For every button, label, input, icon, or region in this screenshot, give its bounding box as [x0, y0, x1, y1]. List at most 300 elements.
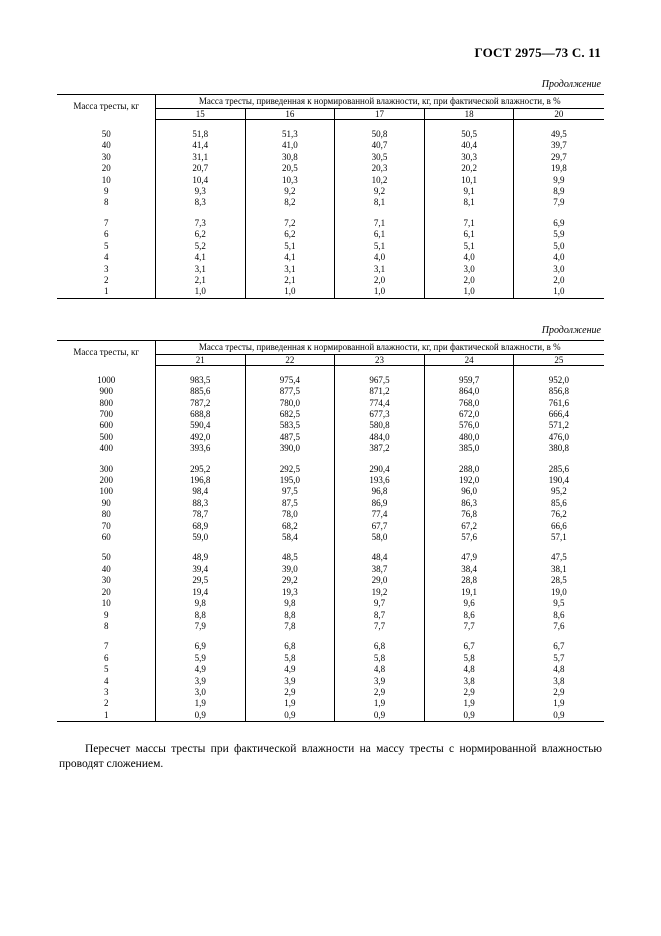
cell: 50,8: [335, 129, 425, 140]
table-2-group-gap-2: [57, 543, 603, 552]
table-2-gap-top: [57, 365, 603, 375]
cell: 8,6: [424, 610, 514, 621]
cell: 1,0: [245, 286, 335, 297]
row-label: 400: [57, 443, 155, 454]
cell: 1,0: [155, 286, 245, 297]
table-2-col-22: 22: [245, 354, 335, 365]
cell: 2,9: [553, 686, 565, 697]
continuation-label-2: Продолжение: [541, 324, 601, 336]
cell: 4,8: [424, 664, 514, 675]
cell: 48,9: [155, 552, 245, 563]
cell: 590,4: [155, 420, 245, 431]
cell: 30,5: [335, 152, 425, 163]
cell: 77,4: [335, 509, 425, 520]
cell: 9,9: [553, 174, 565, 185]
cell: 51,3: [245, 129, 335, 140]
table-row: [57, 564, 603, 575]
cell: 4,0: [335, 252, 425, 263]
cell: 7,1: [424, 218, 514, 229]
row-label: 40: [57, 140, 155, 151]
cell: 6,1: [335, 229, 425, 240]
cell: 885,6: [155, 386, 245, 397]
cell: 87,5: [245, 498, 335, 509]
cell: 3,0: [155, 687, 245, 698]
row-label: 50: [57, 129, 155, 140]
cell: 78,0: [245, 509, 335, 520]
table-row: [57, 443, 603, 454]
cell: 7,9: [553, 197, 565, 208]
cell: 385,0: [424, 443, 514, 454]
table-row: [57, 186, 603, 197]
row-label: 90: [57, 498, 155, 509]
cell: 49,5: [551, 129, 567, 140]
table-row: [57, 229, 603, 240]
table-row: [57, 152, 603, 163]
cell: 5,1: [424, 241, 514, 252]
row-label: 6: [57, 653, 155, 664]
humidity-table-2: [57, 340, 603, 722]
cell: 1,0: [553, 286, 565, 297]
cell: 29,2: [245, 575, 335, 586]
cell: 8,8: [155, 610, 245, 621]
cell: 983,5: [155, 375, 245, 386]
cell: 5,7: [553, 652, 565, 663]
cell: 5,9: [553, 229, 565, 240]
cell: 10,3: [245, 175, 335, 186]
cell: 292,5: [245, 464, 335, 475]
cell: 192,0: [424, 475, 514, 486]
table-row: [57, 532, 603, 543]
table-row: [57, 409, 603, 420]
cell: 8,6: [553, 609, 565, 620]
cell: 3,9: [245, 676, 335, 687]
row-label: 700: [57, 409, 155, 420]
cell: 780,0: [245, 398, 335, 409]
cell: 390,0: [245, 443, 335, 454]
cell: 677,3: [335, 409, 425, 420]
table-row: [57, 275, 603, 286]
cell: 10,1: [424, 175, 514, 186]
cell: 96,8: [335, 486, 425, 497]
table-2-row-header: Масса тресты, кг: [57, 340, 155, 365]
row-label: 3: [57, 264, 155, 275]
cell: 2,1: [155, 275, 245, 286]
cell: 28,5: [551, 575, 567, 586]
row-label: 3: [57, 687, 155, 698]
row-label: 2: [57, 698, 155, 709]
cell: 5,8: [335, 653, 425, 664]
cell: 288,0: [424, 464, 514, 475]
cell: 68,9: [155, 521, 245, 532]
cell: 1,9: [335, 698, 425, 709]
cell: 5,8: [245, 653, 335, 664]
table-row: [57, 420, 603, 431]
cell: 4,9: [155, 664, 245, 675]
cell: 4,1: [155, 252, 245, 263]
cell: 4,8: [553, 664, 565, 675]
cell: 48,4: [335, 552, 425, 563]
cell: 19,1: [424, 587, 514, 598]
cell: 6,9: [155, 641, 245, 652]
table-1-group-gap: [57, 209, 603, 218]
table-2-span-header: Масса тресты, приведенная к нормированной влажности, кг, при фактической влажности, в %: [155, 340, 603, 354]
row-label: 4: [57, 676, 155, 687]
table-2-group-gap-3: [57, 632, 603, 641]
cell: 76,2: [551, 509, 567, 520]
table-2-wrapper: [57, 340, 604, 722]
cell: 39,7: [551, 140, 567, 151]
cell: 38,4: [424, 564, 514, 575]
table-row: [57, 509, 603, 520]
table-row: [57, 498, 603, 509]
cell: 67,2: [424, 521, 514, 532]
cell: 8,2: [245, 197, 335, 208]
cell: 393,6: [155, 443, 245, 454]
cell: 3,1: [155, 264, 245, 275]
cell: 2,9: [424, 687, 514, 698]
row-label: 1: [57, 710, 155, 721]
table-2-col-23: 23: [335, 354, 425, 365]
cell: 571,2: [548, 420, 570, 431]
cell: 5,8: [424, 653, 514, 664]
table-row: [57, 710, 603, 721]
cell: 3,8: [553, 675, 565, 686]
cell: 6,8: [335, 641, 425, 652]
cell: 4,9: [245, 664, 335, 675]
cell: 580,8: [335, 420, 425, 431]
table-1-wrapper: [57, 94, 604, 299]
cell: 1,9: [245, 698, 335, 709]
cell: 290,4: [335, 464, 425, 475]
cell: 959,7: [424, 375, 514, 386]
table-row: [57, 140, 603, 151]
cell: 29,5: [155, 575, 245, 586]
table-1-gap-top: [57, 120, 603, 130]
cell: 1,0: [424, 286, 514, 297]
cell: 856,8: [548, 386, 570, 397]
row-label: 800: [57, 398, 155, 409]
table-row: [57, 653, 603, 664]
row-label: 6: [57, 229, 155, 240]
row-label: 70: [57, 521, 155, 532]
table-row: [57, 252, 603, 263]
cell: 682,5: [245, 409, 335, 420]
row-label: 1: [57, 286, 155, 297]
cell: 864,0: [424, 386, 514, 397]
cell: 76,8: [424, 509, 514, 520]
cell: 8,1: [424, 197, 514, 208]
cell: 20,5: [245, 163, 335, 174]
cell: 195,0: [245, 475, 335, 486]
table-row: [57, 398, 603, 409]
cell: 58,0: [335, 532, 425, 543]
cell: 2,1: [245, 275, 335, 286]
cell: 57,1: [551, 532, 567, 543]
continuation-label-1: Продолжение: [541, 79, 601, 90]
cell: 20,7: [155, 163, 245, 174]
cell: 3,1: [245, 264, 335, 275]
cell: 7,8: [245, 621, 335, 632]
cell: 8,1: [335, 197, 425, 208]
table-row: [57, 641, 603, 652]
cell: 4,8: [335, 664, 425, 675]
cell: 952,0: [548, 374, 570, 385]
cell: 50,5: [424, 129, 514, 140]
cell: 492,0: [155, 432, 245, 443]
table-2-group-gap-1: [57, 455, 603, 464]
cell: 68,2: [245, 521, 335, 532]
cell: 48,5: [245, 552, 335, 563]
cell: 29,0: [335, 575, 425, 586]
cell: 476,0: [548, 431, 570, 442]
cell: 2,0: [424, 275, 514, 286]
cell: 6,1: [424, 229, 514, 240]
table-row: [57, 598, 603, 609]
cell: 3,9: [155, 676, 245, 687]
cell: 9,5: [553, 598, 565, 609]
cell: 6,9: [553, 217, 565, 228]
row-label: 7: [57, 218, 155, 229]
cell: 39,4: [155, 564, 245, 575]
cell: 8,7: [335, 610, 425, 621]
table-row: [57, 464, 603, 475]
row-label: 1000: [57, 375, 155, 386]
cell: 9,2: [335, 186, 425, 197]
cell: 98,4: [155, 486, 245, 497]
cell: 4,0: [553, 252, 565, 263]
cell: 29,7: [551, 151, 567, 162]
table-2-col-25: 25: [514, 354, 604, 365]
cell: 19,0: [551, 586, 567, 597]
table-row: [57, 264, 603, 275]
cell: 19,8: [551, 163, 567, 174]
cell: 96,0: [424, 486, 514, 497]
table-row: [57, 475, 603, 486]
cell: 4,1: [245, 252, 335, 263]
cell: 672,0: [424, 409, 514, 420]
cell: 2,0: [335, 275, 425, 286]
table-row: [57, 386, 603, 397]
cell: 40,4: [424, 140, 514, 151]
cell: 3,0: [553, 263, 565, 274]
table-row: [57, 521, 603, 532]
table-1-span-header: Масса тресты, приведенная к нормированной влажности, кг, при фактической влажности, в %: [155, 95, 603, 109]
table-2-col-21: 21: [155, 354, 245, 365]
cell: 95,2: [551, 486, 567, 497]
cell: 9,3: [155, 186, 245, 197]
cell: 41,4: [155, 140, 245, 151]
cell: 41,0: [245, 140, 335, 151]
cell: 967,5: [335, 375, 425, 386]
cell: 3,8: [424, 676, 514, 687]
cell: 66,6: [551, 520, 567, 531]
row-label: 9: [57, 610, 155, 621]
cell: 6,8: [245, 641, 335, 652]
cell: 7,7: [424, 621, 514, 632]
row-label: 900: [57, 386, 155, 397]
cell: 975,4: [245, 375, 335, 386]
cell: 0,9: [424, 710, 514, 721]
cell: 67,7: [335, 521, 425, 532]
cell: 2,9: [245, 687, 335, 698]
table-2-top-rule: [57, 340, 603, 354]
cell: 20,3: [335, 163, 425, 174]
table-row: [57, 610, 603, 621]
table-row: [57, 486, 603, 497]
footer-paragraph-text: Пересчет массы тресты при фактической влажности на массу тресты с нормированной влажностью проводят сложением.: [59, 743, 602, 771]
table-row: [57, 375, 603, 386]
cell: 5,2: [155, 241, 245, 252]
cell: 0,9: [553, 709, 565, 720]
table-row: [57, 587, 603, 598]
cell: 768,0: [424, 398, 514, 409]
cell: 30,3: [424, 152, 514, 163]
cell: 85,6: [551, 497, 567, 508]
cell: 97,5: [245, 486, 335, 497]
row-label: 9: [57, 186, 155, 197]
table-row: [57, 286, 603, 297]
cell: 1,9: [424, 698, 514, 709]
cell: 6,2: [155, 229, 245, 240]
cell: 387,2: [335, 443, 425, 454]
row-label: 200: [57, 475, 155, 486]
table-1-col-15: 15: [155, 109, 245, 120]
cell: 38,7: [335, 564, 425, 575]
cell: 40,7: [335, 140, 425, 151]
cell: 57,6: [424, 532, 514, 543]
cell: 9,7: [335, 598, 425, 609]
cell: 9,1: [424, 186, 514, 197]
row-label: 600: [57, 420, 155, 431]
cell: 47,9: [424, 552, 514, 563]
cell: 10,2: [335, 175, 425, 186]
table-1-top-rule: [57, 95, 603, 109]
row-label: 60: [57, 532, 155, 543]
cell: 484,0: [335, 432, 425, 443]
cell: 7,6: [553, 620, 565, 631]
cell: 78,7: [155, 509, 245, 520]
cell: 666,4: [548, 409, 570, 419]
table-row: [57, 687, 603, 698]
cell: 380,8: [548, 443, 570, 454]
row-label: 50: [57, 552, 155, 563]
table-row: [57, 432, 603, 443]
cell: 295,2: [155, 464, 245, 475]
cell: 1,9: [553, 698, 565, 709]
cell: 6,2: [245, 229, 335, 240]
row-label: 8: [57, 621, 155, 632]
table-row: [57, 129, 603, 140]
cell: 2,9: [335, 687, 425, 698]
cell: 20,2: [424, 163, 514, 174]
cell: 19,2: [335, 587, 425, 598]
cell: 9,2: [245, 186, 335, 197]
table-1-row-header: Масса тресты, кг: [57, 95, 155, 120]
cell: 19,4: [155, 587, 245, 598]
cell: 285,6: [548, 463, 570, 474]
cell: 7,9: [155, 621, 245, 632]
cell: 576,0: [424, 420, 514, 431]
cell: 5,9: [155, 653, 245, 664]
cell: 1,9: [155, 698, 245, 709]
row-label: 30: [57, 575, 155, 586]
table-1-col-18: 18: [424, 109, 514, 120]
row-label: 500: [57, 432, 155, 443]
cell: 196,8: [155, 475, 245, 486]
cell: 38,1: [551, 563, 567, 574]
cell: 86,9: [335, 498, 425, 509]
cell: 787,2: [155, 398, 245, 409]
row-label: 5: [57, 241, 155, 252]
cell: 193,6: [335, 475, 425, 486]
table-row: [57, 621, 603, 632]
cell: 51,8: [155, 129, 245, 140]
cell: 5,1: [335, 241, 425, 252]
cell: 0,9: [155, 710, 245, 721]
table-2-col-24: 24: [424, 354, 514, 365]
cell: 47,5: [551, 552, 567, 563]
table-row: [57, 698, 603, 709]
cell: 9,8: [155, 598, 245, 609]
cell: 688,8: [155, 409, 245, 420]
row-label: 30: [57, 152, 155, 163]
cell: 0,9: [245, 710, 335, 721]
cell: 3,0: [424, 264, 514, 275]
cell: 39,0: [245, 564, 335, 575]
cell: 3,9: [335, 676, 425, 687]
cell: 480,0: [424, 432, 514, 443]
cell: 8,8: [245, 610, 335, 621]
footer-paragraph: [57, 742, 604, 772]
page-header: ГОСТ 2975—73 С. 11: [474, 45, 601, 60]
cell: 28,8: [424, 575, 514, 586]
table-row: [57, 218, 603, 229]
cell: 871,2: [335, 386, 425, 397]
cell: 59,0: [155, 532, 245, 543]
cell: 7,2: [245, 218, 335, 229]
row-label: 7: [57, 641, 155, 652]
row-label: 10: [57, 598, 155, 609]
table-row: [57, 175, 603, 186]
cell: 583,5: [245, 420, 335, 431]
row-label: 10: [57, 175, 155, 186]
table-row: [57, 197, 603, 208]
row-label: 300: [57, 464, 155, 475]
cell: 4,0: [424, 252, 514, 263]
cell: 5,1: [245, 241, 335, 252]
cell: 190,4: [548, 475, 570, 486]
table-1-col-20: 20: [514, 109, 604, 120]
cell: 88,3: [155, 498, 245, 509]
table-2-bottom-rule: [57, 721, 603, 722]
cell: 10,4: [155, 175, 245, 186]
cell: 2,0: [553, 274, 565, 285]
row-label: 4: [57, 252, 155, 263]
table-row: [57, 676, 603, 687]
table-row: [57, 552, 603, 563]
cell: 774,4: [335, 398, 425, 409]
cell: 7,3: [155, 218, 245, 229]
cell: 7,1: [335, 218, 425, 229]
cell: 1,0: [335, 286, 425, 297]
table-1-col-17: 17: [335, 109, 425, 120]
table-1-bottom-rule: [57, 298, 603, 299]
cell: 877,5: [245, 386, 335, 397]
row-label: 20: [57, 587, 155, 598]
table-row: [57, 241, 603, 252]
cell: 8,9: [553, 186, 565, 197]
cell: 31,1: [155, 152, 245, 163]
